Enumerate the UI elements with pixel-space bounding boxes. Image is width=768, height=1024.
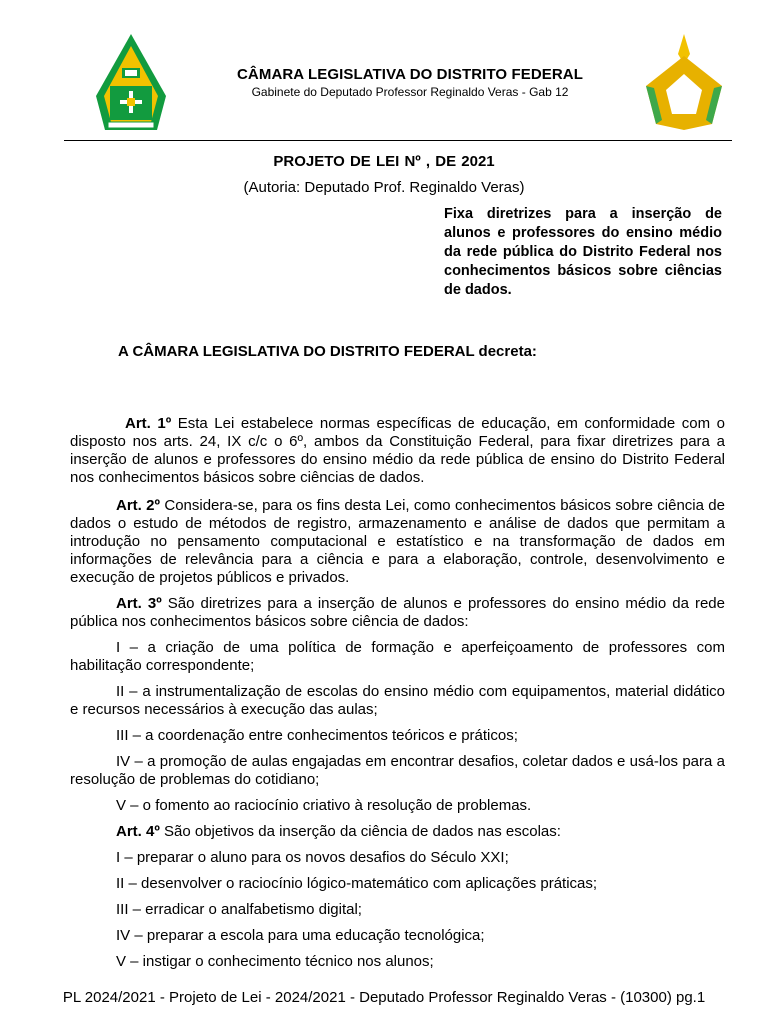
article-2-text: Considera-se, para os fins desta Lei, como conhecimentos básicos sobre ciência de dados o estudo de métodos de registro, armazenamento e análise de dados que permitam a introdução no pensamento computacional e estatístico e na transformação de dados em informações de relevância para a ciência e para a elaboração, controle, desenvolvimento e execução de projetos públicos e privados. xyxy=(70,497,725,586)
article-4-item: V – instigar o conhecimento técnico nos alunos; xyxy=(116,953,434,970)
articles-body xyxy=(70,415,725,979)
df-coat-of-arms-icon xyxy=(96,34,166,130)
article-4-item: I – preparar o aluno para os novos desafios do Século XXI; xyxy=(116,849,509,866)
header-title: CÂMARA LEGISLATIVA DO DISTRITO FEDERAL xyxy=(236,66,584,83)
header-text-block xyxy=(190,66,630,99)
article-3 xyxy=(70,595,725,631)
article-4-label: Art. 4º xyxy=(116,823,160,840)
article-3-item: IV – a promoção de aulas engajadas em encontrar desafios, coletar dados e usá-los para a resolução de problemas do cotidiano; xyxy=(70,753,725,788)
page-footer: PL 2024/2021 - Projeto de Lei - 2024/2021 - Deputado Professor Reginaldo Veras - (10300) pg.1 xyxy=(62,989,706,1006)
article-1-label: Art. 1º xyxy=(125,415,172,432)
document-author: (Autoria: Deputado Prof. Reginaldo Veras) xyxy=(243,179,525,196)
article-3-item: V – o fomento ao raciocínio criativo à resolução de problemas. xyxy=(116,797,532,814)
document-title: PROJETO DE LEI Nº , DE 2021 xyxy=(273,153,495,170)
article-3-item: II – a instrumentalização de escolas do ensino médio com equipamentos, material didático e recursos necessários à execução das aulas; xyxy=(70,683,725,718)
article-4 xyxy=(70,823,725,841)
article-1 xyxy=(70,415,725,487)
article-3-label: Art. 3º xyxy=(116,595,162,612)
article-1-text: Esta Lei estabelece normas específicas de educação, em conformidade com o disposto nos arts. 24, IX c/c o 6º, ambos da Constituição Federal, para fixar diretrizes para a inserção de alunos e professores do ensino médio da rede pública de ensino do Distrito Federal nos conhecimentos básicos sobre ciências de dados. xyxy=(70,415,725,486)
header-subtitle: Gabinete do Deputado Professor Reginaldo Veras - Gab 12 xyxy=(251,85,569,99)
article-3-item: III – a coordenação entre conhecimentos teóricos e práticos; xyxy=(116,727,518,744)
decree-statement: A CÂMARA LEGISLATIVA DO DISTRITO FEDERAL decreta: xyxy=(118,343,537,360)
article-4-item: III – erradicar o analfabetismo digital; xyxy=(116,901,362,918)
article-3-item: I – a criação de uma política de formação e aperfeiçoamento de professores com habilitação correspondente; xyxy=(70,639,725,674)
article-4-text: São objetivos da inserção da ciência de dados nas escolas: xyxy=(159,823,561,840)
article-4-item: II – desenvolver o raciocínio lógico-matemático com aplicações práticas; xyxy=(116,875,598,892)
article-2 xyxy=(70,497,725,587)
article-2-label: Art. 2º xyxy=(116,497,161,514)
ementa-summary: Fixa diretrizes para a inserção de alunos e professores do ensino médio da rede pública do Distrito Federal nos conhecimentos básicos sobre ciências de dados. xyxy=(444,206,722,298)
article-4-item: IV – preparar a escola para uma educação tecnológica; xyxy=(116,927,485,944)
header-divider xyxy=(64,140,732,141)
article-3-text: São diretrizes para a inserção de alunos e professores do ensino médio da rede pública nos conhecimentos básicos sobre ciência de dados: xyxy=(70,595,725,630)
cldf-emblem-icon xyxy=(644,34,724,132)
